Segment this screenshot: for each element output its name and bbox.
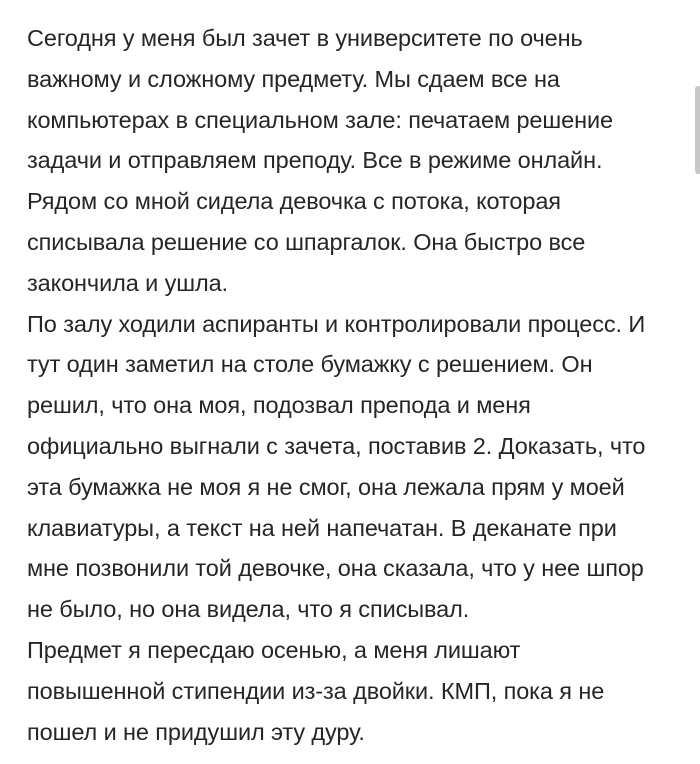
text-line: списывала решение со шпаргалок. Она быстро все (27, 228, 586, 255)
text-line: клавиатуры, а текст на ней напечатан. В деканате при (27, 514, 617, 541)
text-line: мне позвонили той девочке, она сказала, что у нее шпор (27, 555, 644, 582)
text-line: тут один заметил на столе бумажку с решением. Он (27, 351, 593, 378)
text-line: задачи и отправляем преподу. Все в режиме онлайн. (27, 147, 603, 174)
text-line: важному и сложному предмету. Мы сдаем все на (27, 65, 560, 92)
post-body (27, 18, 699, 752)
paragraph-1 (27, 18, 699, 304)
text-line: решил, что она моя, подозвал препода и меня (27, 392, 531, 419)
text-line: закончила и ушла. (27, 269, 228, 296)
text-line: Рядом со мной сидела девочка с потока, которая (27, 188, 561, 215)
text-line: эта бумажка не моя я не смог, она лежала прям у моей (27, 473, 625, 500)
paragraph-2 (27, 304, 699, 630)
text-line: официально выгнали с зачета, поставив 2. Доказать, что (27, 432, 646, 459)
text-line: не было, но она видела, что я списывал. (27, 596, 470, 623)
paragraph-3 (27, 630, 699, 752)
text-line: Предмет я пересдаю осенью, а меня лишают (27, 636, 521, 663)
text-line: компьютерах в специальном зале: печатаем решение (27, 106, 613, 133)
text-line: пошел и не придушил эту дуру. (27, 718, 365, 745)
text-line: По залу ходили аспиранты и контролировали процесс. И (27, 310, 646, 337)
text-line: повышенной стипендии из-за двойки. КМП, пока я не (27, 677, 605, 704)
text-line: Сегодня у меня был зачет в университете по очень (27, 25, 583, 51)
scrollbar-thumb[interactable] (695, 86, 700, 174)
